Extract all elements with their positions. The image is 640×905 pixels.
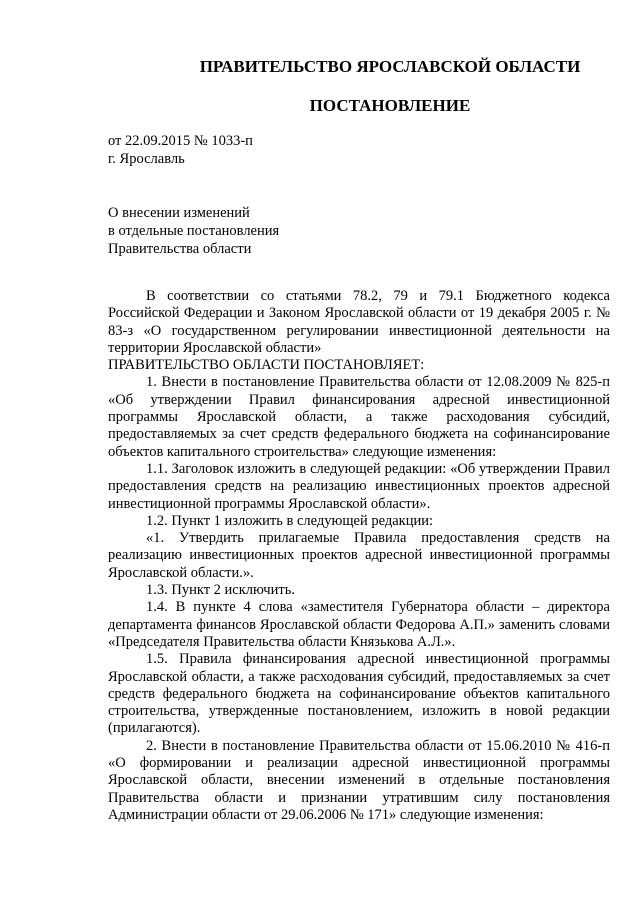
subject-line: в отдельные постановления (108, 223, 280, 239)
preamble-paragraph: В соответствии со статьями 78.2, 79 и 79.1 Бюджетного кодекса Российской Федерации и Законом Ярославской области от 19 декабря 2005 г. № 83-з «О государственном регулировании инвестиционной деятельности на территории Ярославской области» (108, 288, 610, 356)
clause-paragraph: 1.4. В пункте 4 слова «заместителя Губернатора области – директора департамента финансов Ярославской области Федорова А.П.» заменить словами «Председателя Правительства области Князькова А.Л.». (108, 599, 610, 650)
clause-paragraph: 1.1. Заголовок изложить в следующей редакции: «Об утверждении Правил предоставления средств на реализацию инвестиционных проектов адресной инвестиционной программы Ярославской области». (108, 460, 610, 512)
document-body (108, 288, 610, 824)
clause-paragraph: «1. Утвердить прилагаемые Правила предоставления средств на реализацию инвестиционных проектов адресной инвестиционной программы Ярославской области.». (108, 530, 610, 581)
document-subject (108, 204, 279, 258)
clause-paragraph: 1.2. Пункт 1 изложить в следующей редакции: (146, 512, 434, 529)
document-type-title: ПОСТАНОВЛЕНИЕ (309, 96, 471, 115)
city: г. Ярославль (108, 151, 185, 167)
subject-line: О внесении изменений (108, 205, 250, 221)
clause-paragraph: 2. Внести в постановление Правительства области от 15.06.2010 № 416-п «О формировании и реализации адресной инвестиционной программы Ярославской области, внесении изменений в отдельные постановления Правительства области и признании утратившим силу постановления Администрации области от 29.06.2006 № 171» следующие изменения: (108, 737, 610, 823)
government-title: ПРАВИТЕЛЬСТВО ЯРОСЛАВСКОЙ ОБЛАСТИ (199, 57, 581, 76)
clause-paragraph: 1.5. Правила финансирования адресной инвестиционной программы Ярославской области, а также расходования субсидий, предоставляемых за счет средств федерального бюджета на софинансирование объектов капитального строительства, утвержденные постановлением, изложить в новой редакции (прилагаются). (108, 651, 610, 737)
document-meta (108, 132, 253, 168)
date-number: от 22.09.2015 № 1033-п (108, 133, 253, 149)
clause-paragraph: 1.3. Пункт 2 исключить. (146, 582, 295, 599)
clause-paragraph: 1. Внести в постановление Правительства области от 12.08.2009 № 825-п «Об утверждении Правил финансирования адресной инвестиционной программы Ярославской области, а также расходования субсидий, предоставляемых за счет средств федерального бюджета на софинансирование объектов капитального строительства» следующие изменения: (108, 374, 610, 460)
resolution-statement: ПРАВИТЕЛЬСТВО ОБЛАСТИ ПОСТАНОВЛЯЕТ: (108, 357, 425, 374)
subject-line: Правительства области (108, 241, 252, 257)
